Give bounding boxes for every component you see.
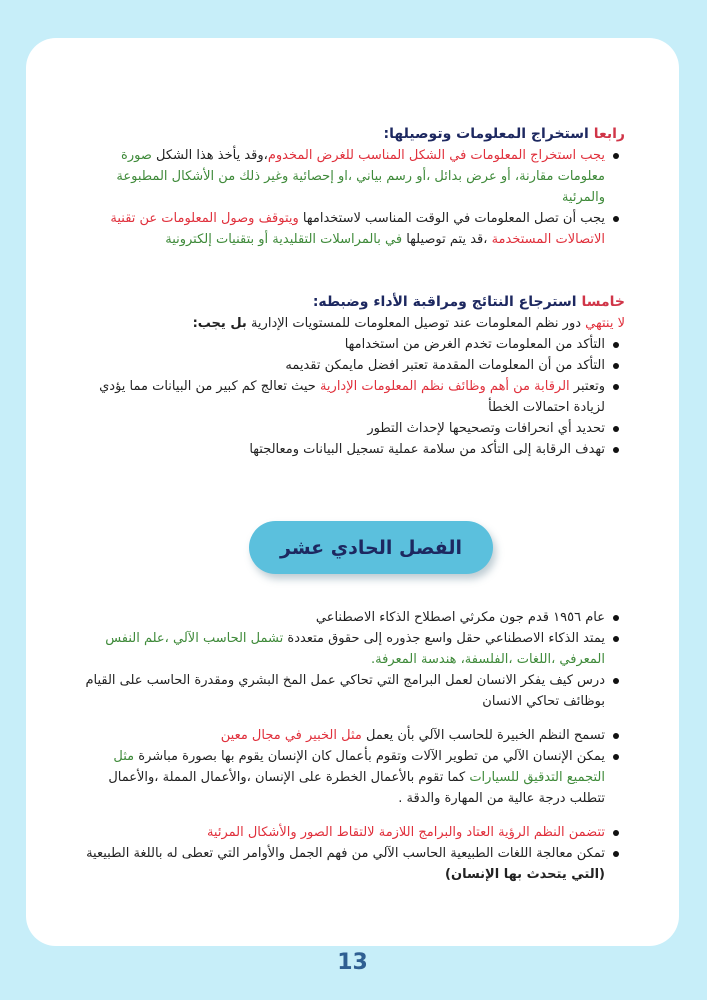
text-span: تمكن معالجة اللغات الطبيعية الحاسب الآلي من فهم الجمل والأوامر التي تعطى له باللغة الطبيعية — [86, 846, 605, 861]
spacer — [80, 712, 625, 725]
chapter-title: الفصل الحادي عشر — [280, 536, 463, 559]
section-four-heading — [80, 124, 625, 145]
text-span: تسمح النظم الخبيرة للحاسب الآلي بأن يعمل — [361, 728, 605, 743]
section-four-title: استخراج المعلومات وتوصيلها: — [383, 126, 594, 142]
section-four — [80, 124, 625, 250]
page-content — [26, 38, 679, 975]
chapter-title-banner — [249, 521, 493, 574]
text-span: يجب استخراج المعلومات في الشكل المناسب للغرض المخدوم — [267, 148, 605, 163]
text-span: في بالمراسلات التقليدية أو بتقنيات إلكترونية — [165, 232, 403, 247]
section-five-prefix: خامسا — [581, 294, 625, 310]
chapter-eleven-list-3 — [80, 822, 625, 885]
text-span: وتعتبر — [569, 379, 605, 394]
chapter-eleven-content — [80, 607, 625, 885]
chapter-eleven-list — [80, 607, 625, 712]
text-span: لا ينتهي — [585, 316, 625, 331]
section-five — [80, 292, 625, 460]
list-item — [80, 208, 605, 250]
page-number: 13 — [337, 950, 368, 975]
page-card — [26, 38, 679, 975]
text-span: يجب أن تصل المعلومات في الوقت المناسب لاستخدامها — [298, 211, 605, 226]
text-span: حيث تعالج كم كبير من البيانات مما يؤدي لزيادة احتمالات الخطأ — [99, 379, 605, 415]
text-span: ويتوقف وصول المعلومات عن تقنية الاتصالات المستخدمة — [110, 211, 605, 247]
list-item — [80, 746, 605, 809]
list-item — [80, 376, 605, 418]
text-span: (التي يتحدث بها الإنسان) — [445, 867, 605, 882]
text-span: صورة معلومات مقارنة، أو عرض بدائل ،أو رسم بياني ،او إحصائية وغير ذلك من الأشكال المطبوعة والمرئية — [116, 148, 605, 205]
list-item: عام ١٩٥٦ قدم جون مكرثي اصطلاح الذكاء الاصطناعي — [80, 607, 605, 628]
text-span: ،وقد يأخذ هذا الشكل — [151, 148, 268, 163]
list-item: التأكد من المعلومات تخدم الغرض من استخدامها — [80, 334, 605, 355]
list-item — [80, 725, 605, 746]
section-five-intro — [80, 313, 625, 334]
text-span: الرقابة من أهم وظائف نظم المعلومات الإدارية — [319, 379, 570, 394]
text-span: يمتد الذكاء الاصطناعي حقل واسع جذوره إلى حقوق متعددة — [283, 631, 605, 646]
list-item — [80, 843, 605, 885]
text-span: مثل التجميع التدقيق للسيارات — [113, 749, 605, 785]
text-span: تشمل الحاسب الآلي ،علم النفس المعرفي ،اللغات ،الفلسفة، هندسة المعرفة. — [105, 631, 605, 667]
text-span: بل يجب: — [192, 316, 247, 331]
list-item: درس كيف يفكر الانسان لعمل البرامج التي تحاكي عمل المخ البشري ومقدرة الحاسب على القيام بوظائف تحاكي الانسان — [80, 670, 605, 712]
list-item — [80, 628, 605, 670]
text-span: ،قد يتم توصيلها — [402, 232, 492, 247]
section-four-prefix: رابعا — [593, 126, 625, 142]
section-five-list — [80, 334, 625, 460]
list-item: تحديد أي انحرافات وتصحيحها لإحداث التطور — [80, 418, 605, 439]
chapter-eleven-list-2 — [80, 725, 625, 809]
list-item: تهدف الرقابة إلى التأكد من سلامة عملية تسجيل البيانات ومعالجتها — [80, 439, 605, 460]
list-item — [80, 145, 605, 208]
text-span: كما تقوم بالأعمال الخطرة على الإنسان ،والأعمال المملة ،والأعمال تتطلب درجة عالية من المهارة والدقة . — [108, 770, 605, 806]
text-span: دور نظم المعلومات عند توصيل المعلومات للمستويات الإدارية — [246, 316, 586, 331]
list-item: تتضمن النظم الرؤية العتاد والبرامج اللازمة لالتقاط الصور والأشكال المرئية — [80, 822, 605, 843]
section-five-heading — [80, 292, 625, 313]
section-five-title: استرجاع النتائج ومراقبة الأداء وضبطه: — [312, 294, 582, 310]
text-span: يمكن الإنسان الآلي من تطوير الآلات وتقوم بأعمال كان الإنسان يقوم بها بصورة مباشرة — [134, 749, 605, 764]
spacer — [80, 809, 625, 822]
section-four-list — [80, 145, 625, 250]
list-item: التأكد من أن المعلومات المقدمة تعتبر افضل مايمكن تقديمه — [80, 355, 605, 376]
text-span: مثل الخبير في مجال معين — [220, 728, 362, 743]
